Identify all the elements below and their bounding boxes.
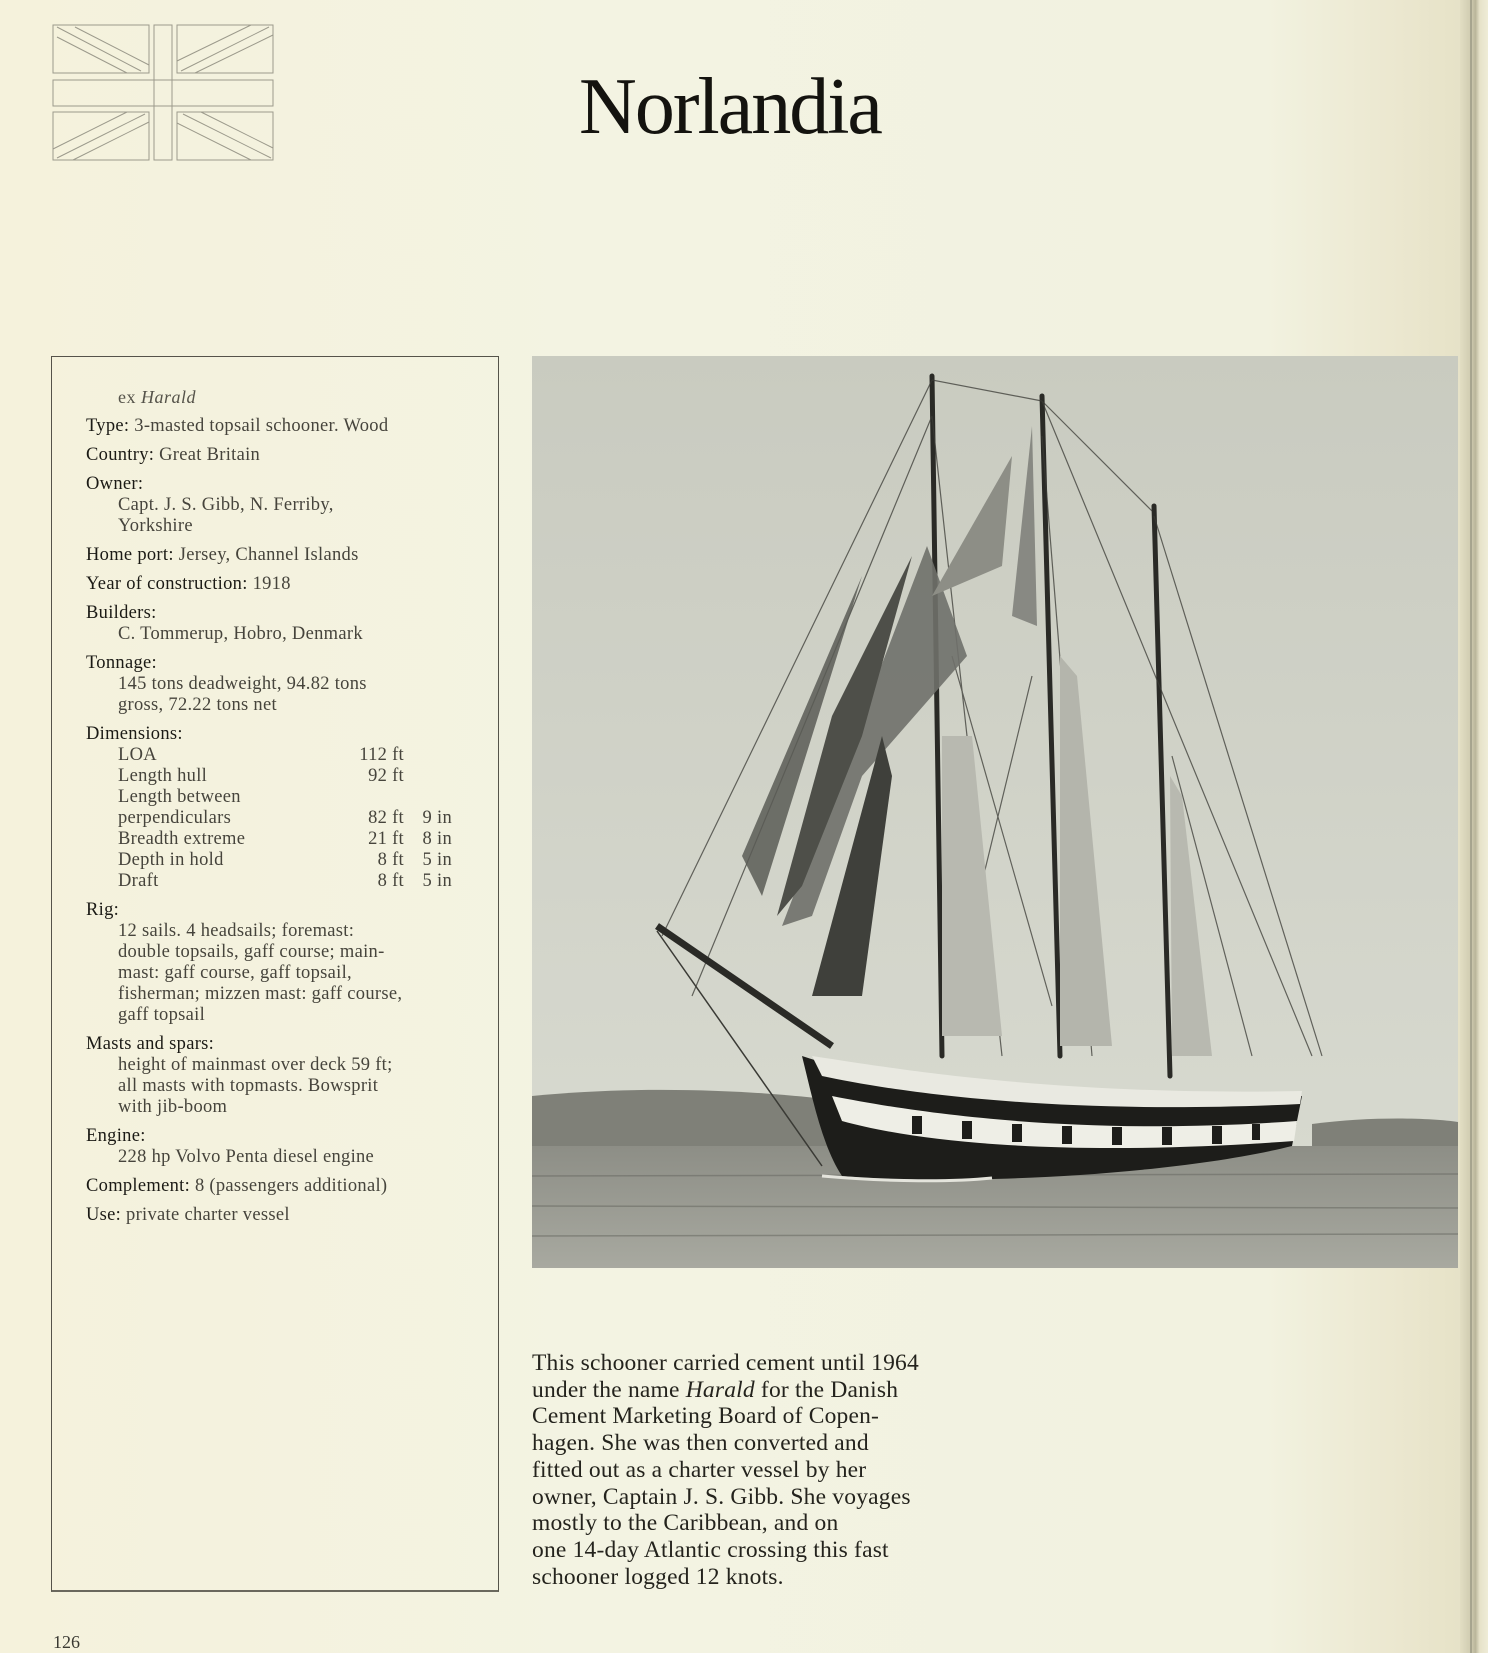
spec-label: Tonnage:	[86, 653, 157, 673]
spec-builders	[86, 603, 486, 645]
spec-label: Type:	[86, 416, 130, 436]
specifications-box	[51, 356, 499, 1592]
spec-country	[86, 445, 486, 466]
spec-label: Dimensions:	[86, 724, 183, 744]
spec-type	[86, 416, 486, 437]
spec-value: 3-masted topsail schooner. Wood	[129, 416, 389, 436]
spec-label: Complement:	[86, 1176, 191, 1196]
spec-value: all masts with topmasts. Bowsprit	[118, 1076, 379, 1096]
description-line	[532, 1484, 992, 1511]
dimension-feet: 21 ft	[368, 829, 404, 849]
book-gutter	[1460, 0, 1488, 1653]
description-line	[532, 1350, 992, 1377]
dimension-row	[118, 787, 486, 808]
spec-label: Engine:	[86, 1126, 146, 1146]
spec-home-port	[86, 545, 486, 566]
spec-label: Masts and spars:	[86, 1034, 215, 1054]
line-text: mostly to the Caribbean, and on	[532, 1510, 839, 1537]
line-text: hagen. She was then converted and	[532, 1430, 869, 1457]
line-text: owner, Captain J. S. Gibb. She voyages	[532, 1483, 911, 1510]
spec-label: Home port:	[86, 545, 174, 565]
spec-value: Capt. J. S. Gibb, N. Ferriby,	[118, 495, 334, 515]
description-line	[532, 1457, 992, 1484]
specifications-list	[86, 387, 486, 1234]
spec-value: 228 hp Volvo Penta diesel engine	[118, 1147, 375, 1167]
union-jack-flag-icon	[51, 21, 275, 164]
schooner-photo	[532, 356, 1458, 1268]
spec-label: Rig:	[86, 900, 120, 920]
spec-value: gaff topsail	[118, 1005, 206, 1025]
description-line	[532, 1537, 992, 1564]
former-name	[118, 387, 486, 408]
description-line	[532, 1430, 992, 1457]
spec-value: 12 sails. 4 headsails; foremast:	[118, 921, 355, 941]
line-text: This schooner carried cement until 1964	[532, 1350, 919, 1376]
page-number: 126	[53, 1632, 80, 1652]
dimension-name: Length hull	[118, 766, 208, 786]
dimension-name: Length between	[118, 787, 241, 807]
spec-use	[86, 1205, 486, 1226]
page-title: Norlandia	[579, 62, 881, 151]
dimension-inches: 5 in	[422, 871, 452, 891]
spec-tonnage	[86, 653, 486, 716]
description-line	[532, 1403, 992, 1430]
spec-masts-spars	[86, 1034, 486, 1118]
spec-label: Builders:	[86, 603, 157, 623]
dimension-inches	[404, 787, 452, 808]
dimension-feet: 92 ft	[368, 766, 404, 786]
spec-year	[86, 574, 486, 595]
dimension-name: Breadth extreme	[118, 829, 246, 849]
dimension-name: Draft	[118, 871, 159, 891]
dimension-feet: 8 ft	[377, 850, 404, 870]
dimension-inches	[404, 766, 452, 787]
gutter-fold-line	[1470, 0, 1472, 1653]
ship-name-italic: Harald	[685, 1376, 755, 1403]
spec-dimensions	[86, 724, 486, 892]
spec-value: height of mainmast over deck 59 ft;	[118, 1055, 393, 1075]
dimension-inches	[404, 745, 452, 766]
dimension-name: LOA	[118, 745, 157, 765]
spec-value: Yorkshire	[118, 516, 193, 536]
spec-owner	[86, 474, 486, 537]
description-paragraph	[532, 1350, 992, 1590]
description-line	[532, 1377, 992, 1404]
dimension-row	[118, 871, 486, 892]
spec-complement	[86, 1176, 486, 1197]
dimension-row	[118, 745, 486, 766]
spec-value: 1918	[247, 574, 291, 594]
former-name-value: Harald	[141, 387, 197, 407]
line-text: Cement Marketing Board of Copen-	[532, 1403, 880, 1430]
dimension-inches: 5 in	[422, 850, 452, 870]
dimension-row	[118, 808, 486, 829]
spec-label: Owner:	[86, 474, 144, 494]
spec-value: fisherman; mizzen mast: gaff course,	[118, 984, 403, 1004]
spec-value: with jib-boom	[118, 1097, 228, 1117]
spec-value: 8 (passengers additional)	[190, 1176, 388, 1196]
line-text: schooner logged 12 knots.	[532, 1563, 784, 1590]
description-line	[532, 1564, 992, 1591]
spec-label: Use:	[86, 1205, 122, 1225]
spec-value: C. Tommerup, Hobro, Denmark	[118, 624, 363, 644]
dimension-inches: 9 in	[422, 808, 452, 828]
former-name-prefix: ex	[118, 387, 141, 407]
spec-value: 145 tons deadweight, 94.82 tons	[118, 674, 367, 694]
dimension-row	[118, 829, 486, 850]
spec-value: private charter vessel	[121, 1205, 290, 1225]
spec-value: Jersey, Channel Islands	[173, 545, 359, 565]
dimension-feet: 112 ft	[359, 745, 404, 765]
line-text: for the Danish	[754, 1376, 899, 1403]
dimension-feet: 82 ft	[368, 808, 404, 828]
spec-value: Great Britain	[154, 445, 261, 465]
spec-value: gross, 72.22 tons net	[118, 695, 277, 715]
dimension-name: Depth in hold	[118, 850, 224, 870]
dimension-feet	[350, 787, 404, 808]
dimension-feet: 8 ft	[377, 871, 404, 891]
dimension-inches: 8 in	[422, 829, 452, 849]
spec-value: mast: gaff course, gaff topsail,	[118, 963, 352, 983]
dimension-row	[118, 766, 486, 787]
line-text: one 14-day Atlantic crossing this fast	[532, 1536, 889, 1563]
spec-value: double topsails, gaff course; main-	[118, 942, 385, 962]
line-text: fitted out as a charter vessel by her	[532, 1456, 867, 1483]
spec-engine	[86, 1126, 486, 1168]
spec-rig	[86, 900, 486, 1026]
spec-label: Country:	[86, 445, 155, 465]
spec-label: Year of construction:	[86, 574, 248, 594]
dimension-row	[118, 850, 486, 871]
dimension-name: perpendiculars	[118, 808, 232, 828]
description-line	[532, 1510, 992, 1537]
line-text: under the name	[532, 1376, 686, 1403]
